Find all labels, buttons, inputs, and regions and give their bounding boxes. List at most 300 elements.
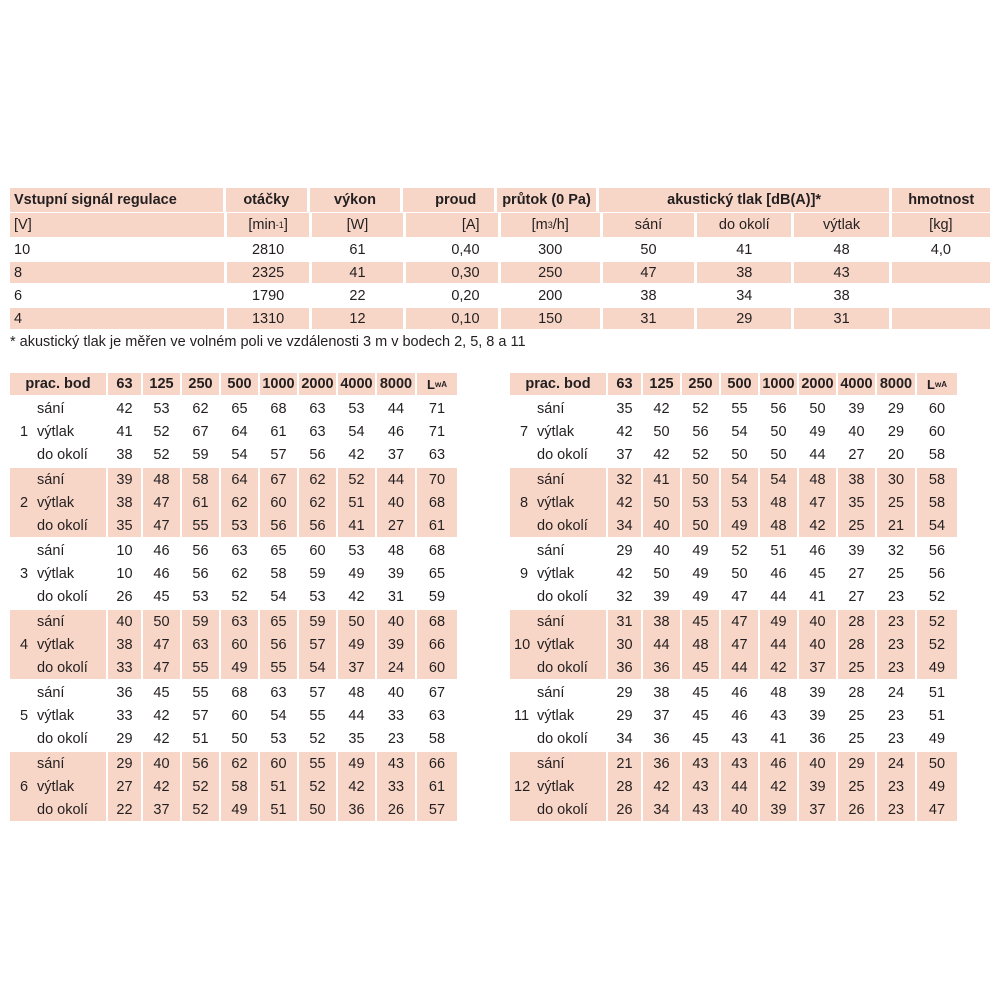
table-row xyxy=(608,420,957,443)
table-cell: 44 xyxy=(643,633,680,656)
table-cell: 40 xyxy=(377,610,415,633)
table-cell: 28 xyxy=(838,610,875,633)
table-cell: 25 xyxy=(838,656,875,679)
table-cell: 44 xyxy=(721,775,758,798)
table-cell: 43 xyxy=(682,775,719,798)
table-cell: 49 xyxy=(692,565,709,582)
header-freq: 63 xyxy=(108,373,141,395)
table-cell: 46 xyxy=(760,752,797,775)
table-cell: 47 xyxy=(143,514,180,537)
table-cell: 61 xyxy=(182,491,219,514)
table-row xyxy=(10,262,990,283)
table-cell: 26 xyxy=(116,588,133,605)
table-cell: 58 xyxy=(917,491,957,514)
sub-label: výtlak xyxy=(537,494,575,511)
table-cell: 61 xyxy=(270,423,287,440)
table-cell: 44 xyxy=(387,400,405,417)
table-cell: 49 xyxy=(809,423,826,440)
table-cell: 37 xyxy=(143,798,180,821)
cell-current: 0,40 xyxy=(451,241,480,258)
table-row xyxy=(108,420,457,443)
point-number: 4 xyxy=(20,636,29,653)
header-freq: 250 xyxy=(182,373,219,395)
sub-label: sání xyxy=(537,755,565,772)
header-current: proud xyxy=(403,188,494,212)
table-cell: 42 xyxy=(760,656,797,679)
table-cell: 49 xyxy=(692,588,709,605)
sub-label: do okolí xyxy=(37,659,88,676)
table-cell: 41 xyxy=(643,468,680,491)
cell-weight xyxy=(892,285,990,306)
cell-discharge: 43 xyxy=(794,262,888,283)
table-cell: 39 xyxy=(799,775,836,798)
point-number: 8 xyxy=(520,494,529,511)
table-cell: 44 xyxy=(770,588,787,605)
table-cell: 65 xyxy=(428,565,446,582)
table-cell: 39 xyxy=(848,542,865,559)
table-cell: 47 xyxy=(799,491,836,514)
table-cell: 36 xyxy=(653,730,670,747)
header-freq: 4000 xyxy=(838,373,875,395)
table-row xyxy=(108,656,457,679)
point-group xyxy=(10,539,490,608)
table-cell: 60 xyxy=(231,707,248,724)
table-cell: 50 xyxy=(770,446,787,463)
header-freq: 8000 xyxy=(877,373,915,395)
table-row xyxy=(608,704,957,727)
table-cell: 42 xyxy=(153,707,170,724)
table-cell: 36 xyxy=(643,752,680,775)
table-row xyxy=(108,562,457,585)
cell-discharge: 31 xyxy=(794,308,888,329)
table-cell: 61 xyxy=(417,775,457,798)
table-cell: 58 xyxy=(428,730,446,747)
table-cell: 59 xyxy=(309,565,326,582)
unit-weight: [kg] xyxy=(892,213,990,237)
header-flow: průtok (0 Pa) xyxy=(497,188,596,212)
table-cell: 30 xyxy=(877,468,915,491)
table-cell: 22 xyxy=(108,798,141,821)
table-cell: 49 xyxy=(221,656,258,679)
table-cell: 53 xyxy=(153,400,170,417)
cell-rpm: 1310 xyxy=(227,308,308,329)
unit-rpm: [min -1 ] xyxy=(227,213,308,237)
table-cell: 40 xyxy=(377,491,415,514)
table-cell: 52 xyxy=(231,588,248,605)
table-cell: 40 xyxy=(108,610,141,633)
table-cell: 38 xyxy=(116,446,133,463)
fan-spec-table xyxy=(10,188,990,329)
sub-label: výtlak xyxy=(37,494,75,511)
table-cell: 29 xyxy=(616,684,633,701)
table-cell: 29 xyxy=(116,730,133,747)
table-cell: 50 xyxy=(917,752,957,775)
table-cell: 48 xyxy=(760,491,797,514)
table-cell: 43 xyxy=(682,752,719,775)
table-cell: 49 xyxy=(338,752,375,775)
footnote: * akustický tlak je měřen ve volném poli ve vzdálenosti 3 m v bodech 2, 5, 8 a 11 xyxy=(10,334,526,350)
table-cell: 42 xyxy=(348,446,365,463)
cell-signal: 10 xyxy=(14,241,31,258)
table-cell: 45 xyxy=(692,684,709,701)
table-cell: 50 xyxy=(682,468,719,491)
sub-label: sání xyxy=(37,471,65,488)
table-cell: 46 xyxy=(153,565,170,582)
sub-label: do okolí xyxy=(37,588,88,605)
table-cell: 25 xyxy=(838,775,875,798)
table-cell: 50 xyxy=(809,400,826,417)
table-cell: 44 xyxy=(760,633,797,656)
table-cell: 45 xyxy=(809,565,826,582)
table-cell: 56 xyxy=(770,400,787,417)
point-group xyxy=(510,752,990,821)
cell-signal: 6 xyxy=(14,287,23,304)
table-cell: 31 xyxy=(387,588,405,605)
table-cell: 44 xyxy=(721,656,758,679)
sub-label: do okolí xyxy=(537,801,588,818)
table-row xyxy=(108,585,457,608)
table-cell: 68 xyxy=(417,491,457,514)
point-table-left xyxy=(10,373,490,821)
table-cell: 26 xyxy=(377,798,415,821)
table-cell: 52 xyxy=(692,400,709,417)
table-cell: 53 xyxy=(348,542,365,559)
table-cell: 56 xyxy=(928,565,946,582)
cell-power: 61 xyxy=(349,241,366,258)
table-cell: 48 xyxy=(387,542,405,559)
sub-label: sání xyxy=(537,613,565,630)
table-cell: 23 xyxy=(877,633,915,656)
table-cell: 35 xyxy=(616,400,633,417)
table-cell: 40 xyxy=(799,633,836,656)
cell-current: 0,20 xyxy=(451,287,480,304)
sub-label: sání xyxy=(37,613,65,630)
table-row xyxy=(108,633,457,656)
table-row xyxy=(608,562,957,585)
header-freq: 125 xyxy=(643,373,680,395)
table-cell: 62 xyxy=(221,752,258,775)
table-cell: 63 xyxy=(221,610,258,633)
table-cell: 52 xyxy=(182,775,219,798)
table-cell: 39 xyxy=(809,707,826,724)
table-cell: 58 xyxy=(928,446,946,463)
table-cell: 63 xyxy=(428,707,446,724)
table-cell: 54 xyxy=(731,423,748,440)
table-cell: 53 xyxy=(270,730,287,747)
table-cell: 62 xyxy=(299,468,336,491)
table-cell: 63 xyxy=(428,446,446,463)
table-cell: 45 xyxy=(692,707,709,724)
table-row xyxy=(108,752,457,775)
unit-ambient: do okolí xyxy=(697,213,791,237)
table-cell: 60 xyxy=(260,752,297,775)
table-cell: 38 xyxy=(108,633,141,656)
table-cell: 40 xyxy=(848,423,865,440)
table-cell: 40 xyxy=(799,610,836,633)
header-freq: 4000 xyxy=(338,373,375,395)
table-cell: 51 xyxy=(192,730,209,747)
table-cell: 42 xyxy=(338,775,375,798)
table-cell: 59 xyxy=(299,610,336,633)
table-cell: 37 xyxy=(799,798,836,821)
table-row xyxy=(108,397,457,420)
table-cell: 57 xyxy=(192,707,209,724)
table-cell: 47 xyxy=(143,633,180,656)
table-cell: 54 xyxy=(721,468,758,491)
sub-label: výtlak xyxy=(37,565,75,582)
sub-label: sání xyxy=(37,684,65,701)
point-group xyxy=(10,397,490,466)
table-cell: 56 xyxy=(192,542,209,559)
table-cell: 44 xyxy=(809,446,826,463)
table-cell: 27 xyxy=(108,775,141,798)
table-cell: 62 xyxy=(221,491,258,514)
table-cell: 70 xyxy=(417,468,457,491)
sub-label: výtlak xyxy=(537,707,575,724)
header-signal: Vstupní signál regulace xyxy=(10,188,223,212)
header-freq: 1000 xyxy=(260,373,297,395)
table-row xyxy=(608,397,957,420)
table-cell: 59 xyxy=(192,446,209,463)
table-cell: 52 xyxy=(917,633,957,656)
sub-label: do okolí xyxy=(37,730,88,747)
table-cell: 54 xyxy=(760,468,797,491)
table-cell: 24 xyxy=(877,752,915,775)
table-cell: 27 xyxy=(848,446,865,463)
table-cell: 71 xyxy=(428,423,446,440)
point-group xyxy=(10,752,490,821)
cell-weight xyxy=(892,308,990,329)
table-cell: 42 xyxy=(143,775,180,798)
table-cell: 63 xyxy=(231,542,248,559)
table-cell: 40 xyxy=(721,798,758,821)
table-cell: 60 xyxy=(221,633,258,656)
header-freq: 125 xyxy=(143,373,180,395)
table-cell: 54 xyxy=(917,514,957,537)
cell-suction: 50 xyxy=(640,241,657,258)
table-cell: 67 xyxy=(260,468,297,491)
header-lwa: L wA xyxy=(417,373,457,395)
table-cell: 62 xyxy=(231,565,248,582)
table-row xyxy=(10,308,990,329)
table-row xyxy=(108,681,457,704)
table-cell: 57 xyxy=(270,446,287,463)
table-cell: 54 xyxy=(270,707,287,724)
table-cell: 32 xyxy=(608,468,641,491)
table-cell: 28 xyxy=(848,684,865,701)
table-cell: 33 xyxy=(116,707,133,724)
table-cell: 29 xyxy=(616,707,633,724)
table-cell: 56 xyxy=(299,514,336,537)
header-freq: 250 xyxy=(682,373,719,395)
table-cell: 43 xyxy=(731,730,748,747)
table-cell: 55 xyxy=(260,656,297,679)
table-cell: 46 xyxy=(770,565,787,582)
table-cell: 51 xyxy=(260,775,297,798)
table-cell: 52 xyxy=(153,446,170,463)
table-cell: 48 xyxy=(348,684,365,701)
table-cell: 28 xyxy=(838,633,875,656)
table-row xyxy=(108,491,457,514)
header-freq: 2000 xyxy=(299,373,336,395)
table-cell: 55 xyxy=(309,707,326,724)
table-cell: 41 xyxy=(770,730,787,747)
table-row xyxy=(108,514,457,537)
table-cell: 25 xyxy=(848,730,865,747)
header-power: výkon xyxy=(310,188,401,212)
cell-flow: 150 xyxy=(501,308,600,329)
table-cell: 54 xyxy=(348,423,365,440)
table-cell: 50 xyxy=(653,423,670,440)
table-row xyxy=(608,633,957,656)
cell-flow: 250 xyxy=(501,262,600,283)
table-cell: 63 xyxy=(309,423,326,440)
table-cell: 52 xyxy=(731,542,748,559)
table-cell: 52 xyxy=(917,610,957,633)
sub-label: sání xyxy=(37,755,65,772)
table-cell: 56 xyxy=(260,514,297,537)
sub-label: výtlak xyxy=(37,423,75,440)
table-cell: 49 xyxy=(221,798,258,821)
table-cell: 50 xyxy=(731,446,748,463)
point-number: 3 xyxy=(20,565,29,582)
table-cell: 53 xyxy=(309,588,326,605)
table-cell: 50 xyxy=(682,514,719,537)
sub-label: do okolí xyxy=(537,588,588,605)
table-cell: 54 xyxy=(299,656,336,679)
table-cell: 47 xyxy=(143,656,180,679)
table-cell: 48 xyxy=(143,468,180,491)
header-freq: 8000 xyxy=(377,373,415,395)
header-freq: 1000 xyxy=(760,373,797,395)
table-cell: 51 xyxy=(928,707,946,724)
table-row xyxy=(108,727,457,750)
table-cell: 39 xyxy=(387,565,405,582)
table-cell: 55 xyxy=(299,752,336,775)
table-cell: 49 xyxy=(917,656,957,679)
table-cell: 39 xyxy=(809,684,826,701)
point-group xyxy=(510,397,990,466)
table-cell: 37 xyxy=(616,446,633,463)
table-row xyxy=(108,468,457,491)
table-cell: 43 xyxy=(721,752,758,775)
table-cell: 40 xyxy=(387,684,405,701)
table-cell: 45 xyxy=(682,610,719,633)
table-cell: 46 xyxy=(731,707,748,724)
table-cell: 42 xyxy=(153,730,170,747)
table-cell: 60 xyxy=(928,400,946,417)
table-cell: 51 xyxy=(338,491,375,514)
sub-label: výtlak xyxy=(37,707,75,724)
cell-discharge: 48 xyxy=(833,241,850,258)
point-number: 6 xyxy=(20,778,29,795)
table-row xyxy=(608,610,957,633)
table-cell: 43 xyxy=(682,798,719,821)
table-cell: 64 xyxy=(221,468,258,491)
cell-power: 22 xyxy=(349,287,366,304)
table-cell: 40 xyxy=(643,514,680,537)
table-row xyxy=(608,798,957,821)
table-cell: 30 xyxy=(608,633,641,656)
table-cell: 58 xyxy=(221,775,258,798)
table-row xyxy=(608,585,957,608)
table-cell: 35 xyxy=(838,491,875,514)
table-cell: 23 xyxy=(877,656,915,679)
table-cell: 36 xyxy=(608,656,641,679)
table-cell: 33 xyxy=(377,775,415,798)
table-cell: 35 xyxy=(348,730,365,747)
table-cell: 32 xyxy=(887,542,905,559)
table-cell: 41 xyxy=(338,514,375,537)
table-cell: 21 xyxy=(608,752,641,775)
table-cell: 50 xyxy=(770,423,787,440)
table-cell: 65 xyxy=(270,542,287,559)
sub-label: výtlak xyxy=(37,636,75,653)
table-cell: 50 xyxy=(231,730,248,747)
table-cell: 50 xyxy=(338,610,375,633)
table-cell: 50 xyxy=(299,798,336,821)
table-row xyxy=(108,610,457,633)
table-cell: 25 xyxy=(877,491,915,514)
table-cell: 36 xyxy=(116,684,133,701)
table-cell: 52 xyxy=(692,446,709,463)
sub-label: výtlak xyxy=(537,423,575,440)
table-cell: 36 xyxy=(809,730,826,747)
table-cell: 54 xyxy=(231,446,248,463)
cell-ambient: 38 xyxy=(697,262,791,283)
table-cell: 34 xyxy=(643,798,680,821)
table-cell: 38 xyxy=(838,468,875,491)
table-cell: 23 xyxy=(877,798,915,821)
table-cell: 66 xyxy=(417,633,457,656)
table-cell: 45 xyxy=(153,684,170,701)
table-cell: 29 xyxy=(887,400,905,417)
table-cell: 57 xyxy=(309,684,326,701)
sub-label: sání xyxy=(537,542,565,559)
table-cell: 26 xyxy=(608,798,641,821)
table-cell: 24 xyxy=(887,684,905,701)
cell-power: 41 xyxy=(312,262,403,283)
table-cell: 41 xyxy=(116,423,133,440)
table-row xyxy=(108,539,457,562)
table-cell: 33 xyxy=(387,707,405,724)
table-cell: 39 xyxy=(760,798,797,821)
table-cell: 53 xyxy=(682,491,719,514)
table-cell: 45 xyxy=(692,730,709,747)
table-cell: 44 xyxy=(377,468,415,491)
sub-label: výtlak xyxy=(537,778,575,795)
table-cell: 23 xyxy=(877,775,915,798)
table-cell: 45 xyxy=(682,656,719,679)
table-cell: 27 xyxy=(848,565,865,582)
table-cell: 62 xyxy=(192,400,209,417)
point-number: 9 xyxy=(520,565,529,582)
cell-signal: 4 xyxy=(10,308,224,329)
point-group xyxy=(510,539,990,608)
table-cell: 58 xyxy=(270,565,287,582)
table-cell: 23 xyxy=(887,588,905,605)
table-cell: 39 xyxy=(653,588,670,605)
table-cell: 60 xyxy=(928,423,946,440)
table-cell: 26 xyxy=(838,798,875,821)
table-cell: 23 xyxy=(887,707,905,724)
sub-label: do okolí xyxy=(537,730,588,747)
table-cell: 21 xyxy=(877,514,915,537)
table-cell: 52 xyxy=(928,588,946,605)
cell-weight: 4,0 xyxy=(930,241,951,258)
table-row xyxy=(608,752,957,775)
table-cell: 43 xyxy=(770,707,787,724)
